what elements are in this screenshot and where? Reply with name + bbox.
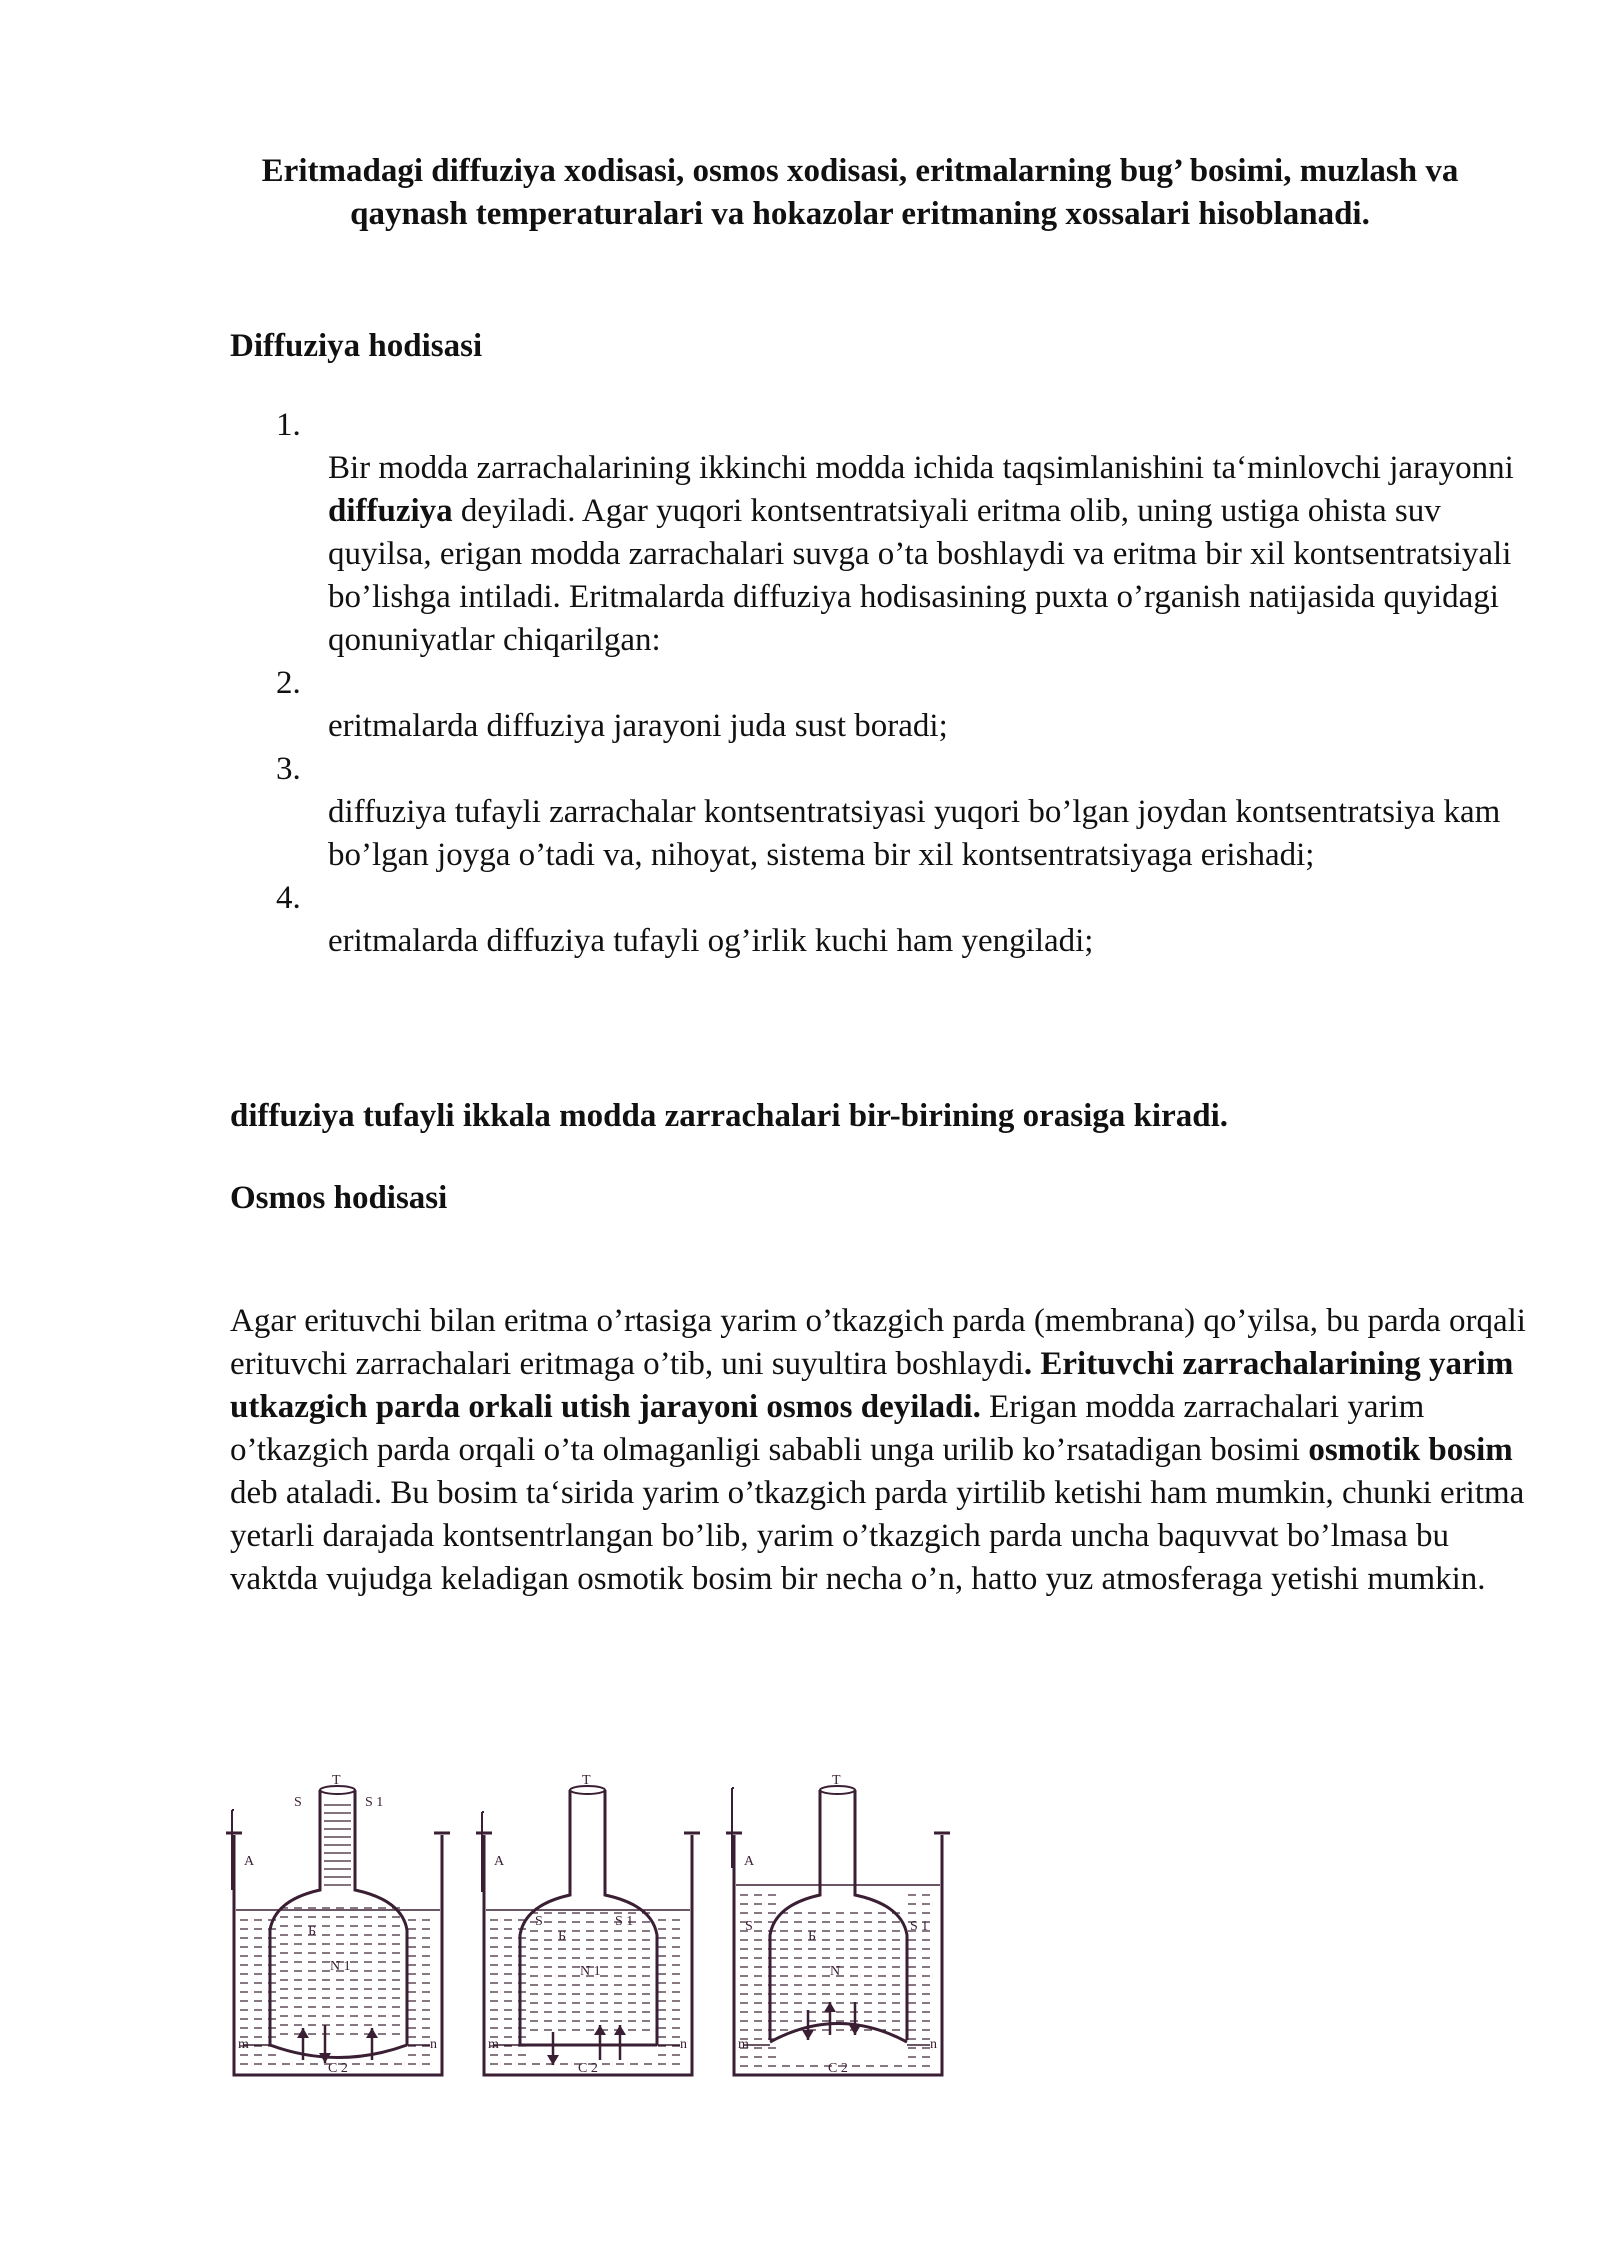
label-A: A [244, 1854, 255, 1869]
list-item-text [230, 447, 1530, 662]
text-run: Erigan modda zarrachalari yarim o’tkazgich parda orqali o’ta olmaganligi sababli unga urilib ko’rsatadigan bosimi [230, 1389, 1425, 1468]
text-run: eritmalarda diffuziya jarayoni juda sust boradi; [328, 708, 948, 744]
list-item [230, 877, 1530, 963]
label-n: n [680, 2037, 687, 2052]
list-item-text [230, 705, 1530, 748]
document-title: Eritmadagi diffuziya xodisasi, osmos xodisasi, eritmalarning bug’ bosimi, muzlash va qaynash temperaturalari va hokazolar eritmaning xossalari hisoblanadi. [261, 153, 1459, 232]
text-run: diffuziya tufayli zarrachalar kontsentratsiyasi yuqori bo’lgan joydan kontsentratsiya kam bo’lgan joyga o’tadi va, nihoyat, sistema bir xil kontsentratsiyaga erishadi; [328, 794, 1501, 873]
label-N: N 1 [330, 1959, 351, 1974]
osmosis-figure [220, 1770, 980, 2105]
bold-term: . Erituvchi zarrachalarining yarim utkazgich parda orkali utish jarayoni osmos deyiladi. [230, 1346, 1514, 1425]
capillary-tube [570, 1790, 605, 1875]
label-n: n [430, 2037, 437, 2052]
label-A: A [494, 1854, 505, 1869]
section-heading-diffusion: Diffuziya hodisasi [230, 328, 483, 364]
label-N: N 1 [580, 1964, 601, 1979]
bold-term: diffuziya [328, 493, 453, 529]
label-N: N [830, 1964, 841, 1979]
label-m: m [738, 2037, 749, 2052]
list-item-number: 1. [276, 407, 301, 443]
text-run: eritmalarda diffuziya tufayli og’irlik kuchi ham yengiladi; [328, 923, 1094, 959]
section-heading-osmosis: Osmos hodisasi [230, 1180, 448, 1216]
label-C: C 2 [578, 2061, 598, 2076]
flow-arrow [297, 2028, 309, 2038]
membrane [770, 2024, 907, 2043]
list-item [230, 748, 1530, 877]
label-B: Б [808, 1929, 817, 1944]
label-T: T [832, 1773, 841, 1788]
osmosis-apparatus-diagram [220, 1770, 980, 2100]
beaker-wall [234, 1835, 442, 2075]
list-item-number: 3. [276, 751, 301, 787]
capillary-tube [320, 1790, 355, 1870]
list-item-text [230, 791, 1530, 877]
list-item-number: 4. [276, 880, 301, 916]
label-B: Б [558, 1929, 567, 1944]
label-A: A [744, 1854, 755, 1869]
label-T: T [582, 1773, 591, 1788]
label-S1: S 1 [365, 1795, 384, 1810]
label-S: S [745, 1919, 753, 1934]
text-run: deyiladi. Agar yuqori kontsentratsiyali eritma olib, uning ustiga ohista suv quyilsa, erigan modda zarrachalari suvga o’ta boshlaydi va eritma bir xil kontsentratsiyali bo’lishga intiladi. Eritmalarda diffuziya hodisasining puxta o’rganish natijasida quyidagi qonuniyatlar chiqarilgan: [328, 493, 1512, 658]
text-run: deb ataladi. Bu bosim ta‘sirida yarim o’tkazgich parda yirtilib ketishi ham mumkin, chunki eritma yetarli darajada kontsentrlangan bo’lib, yarim o’tkazgich parda uncha baquvvat bo’lmasa bu vaktda vujudga keladigan osmotik bosim bir necha o’n, hatto yuz atmosferaga yetishi mumkin. [230, 1475, 1525, 1597]
label-m: m [238, 2037, 249, 2052]
text-run: Agar erituvchi bilan eritma o’rtasiga yarim o’tkazgich parda (membrana) qo’yilsa, bu parda orqali erituvchi zarrachalari eritmaga o’tib, uni suyultira boshlaydi [230, 1303, 1526, 1382]
beaker-wall [484, 1835, 692, 2075]
label-C: C 2 [828, 2061, 848, 2076]
osmosis-paragraph [230, 1300, 1530, 1601]
label-T: T [332, 1773, 341, 1788]
label-m: m [488, 2037, 499, 2052]
inner-vessel [270, 1870, 407, 2045]
label-B: Б [308, 1924, 317, 1939]
list-item [230, 662, 1530, 748]
flow-arrow [802, 2030, 814, 2040]
label-S1: S 1 [910, 1919, 929, 1934]
diffusion-conclusion: diffuziya tufayli ikkala modda zarrachalari bir-birining orasiga kiradi. [230, 1098, 1228, 1134]
capillary-tube [820, 1790, 855, 1875]
bold-term: osmotik bosim [1308, 1432, 1513, 1468]
label-S1: S 1 [615, 1914, 634, 1929]
list-item [230, 404, 1530, 662]
membrane [270, 2045, 407, 2058]
flow-arrow [366, 2028, 378, 2038]
numbered-list [230, 404, 1530, 963]
list-item-text [230, 920, 1530, 963]
label-S: S [294, 1795, 302, 1810]
text-run: Bir modda zarrachalarining ikkinchi modda ichida taqsimlanishini ta‘minlovchi jarayonni [328, 450, 1514, 486]
inner-vessel [520, 1875, 657, 2045]
label-C: C 2 [328, 2061, 348, 2076]
list-item-number: 2. [276, 665, 301, 701]
label-S: S [535, 1914, 543, 1929]
label-n: n [930, 2037, 937, 2052]
